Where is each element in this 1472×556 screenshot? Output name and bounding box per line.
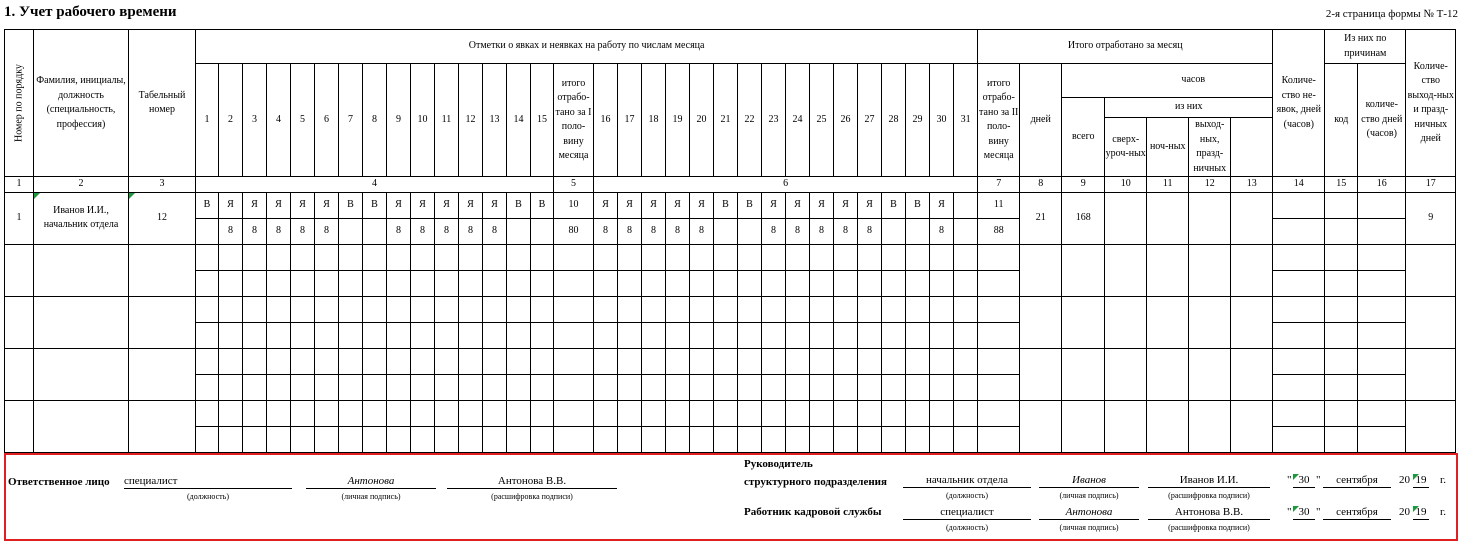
mark-cell: В (196, 192, 219, 218)
responsible-label: Ответственное лицо (8, 476, 110, 488)
hr-name[interactable]: Антонова В.В. (1148, 506, 1270, 520)
hours-cell (738, 218, 762, 244)
day-7: 7 (339, 64, 363, 177)
hours-cell: 8 (315, 218, 339, 244)
half2-days: 11 (978, 192, 1020, 218)
mark-cell: Я (459, 192, 483, 218)
hours-cell: 8 (435, 218, 459, 244)
table-row (5, 244, 1456, 270)
hours-cell (339, 218, 363, 244)
page-title: 1. Учет рабочего времени (4, 4, 177, 20)
header-holidays: выход-ных, празд-ничных (1189, 118, 1231, 177)
mark-cell: В (738, 192, 762, 218)
signature-block: Ответственное лицо специалист (должность) Антонова (личная подпись) Антонова В.В. (расшифровка подписи) Руководитель структурного подразделения начальник отдела (должность) Иванов (личная подпись) Иванов И.И. (расшифровка подписи) " 30 " сентября 20 19 г. Работник кадровой службы специалист (должность) Антонова (личная подпись) Антонова В.В. (расшифровка подписи) " 30 " сентября 20 19 г. (4, 453, 1458, 541)
day-25: 25 (810, 64, 834, 177)
responsible-signature[interactable]: Антонова (306, 475, 436, 489)
hours-cell: 8 (690, 218, 714, 244)
hours-cell (531, 218, 554, 244)
day-19: 19 (666, 64, 690, 177)
responsible-position[interactable]: специалист (124, 475, 292, 489)
day-3: 3 (243, 64, 267, 177)
header-tab-number: Табельный номер (129, 30, 196, 177)
weekends-count: 9 (1406, 192, 1456, 244)
hours-cell: 8 (762, 218, 786, 244)
head-position[interactable]: начальник отдела (903, 474, 1031, 488)
hr-position[interactable]: специалист (903, 506, 1031, 520)
hr-date-year[interactable]: 19 (1413, 506, 1429, 520)
head-label-2: структурного подразделения (744, 476, 887, 488)
day-8: 8 (363, 64, 387, 177)
mark-cell: Я (483, 192, 507, 218)
hours-cell: 8 (411, 218, 435, 244)
hr-date-month[interactable]: сентября (1323, 506, 1391, 520)
day-2: 2 (219, 64, 243, 177)
mark-cell: Я (810, 192, 834, 218)
day-26: 26 (834, 64, 858, 177)
hours-cell: 8 (858, 218, 882, 244)
form-page-note: 2-я страница формы № Т-12 (1325, 8, 1458, 20)
mark-cell: В (339, 192, 363, 218)
head-date-year[interactable]: 19 (1413, 474, 1429, 488)
table-row (5, 192, 1456, 218)
day-30: 30 (930, 64, 954, 177)
header-days: дней (1020, 64, 1062, 177)
day-9: 9 (387, 64, 411, 177)
day-11: 11 (435, 64, 459, 177)
day-14: 14 (507, 64, 531, 177)
half2-hours: 88 (978, 218, 1020, 244)
day-13: 13 (483, 64, 507, 177)
hours-cell: 8 (786, 218, 810, 244)
hours-cell: 8 (930, 218, 954, 244)
hr-label: Работник кадровой службы (744, 506, 882, 518)
mark-cell: Я (315, 192, 339, 218)
hours-cell: 8 (618, 218, 642, 244)
day-21: 21 (714, 64, 738, 177)
header-name: Фамилия, инициалы, должность (специальность, профессия) (34, 30, 129, 177)
header-overtime: сверх-уроч-ных (1105, 118, 1147, 177)
mark-cell: Я (690, 192, 714, 218)
mark-cell: Я (666, 192, 690, 218)
header-half2: итого отрабо-тано за II поло-вину месяца (978, 64, 1020, 177)
day-5: 5 (291, 64, 315, 177)
mark-cell: В (714, 192, 738, 218)
header-total: всего (1062, 98, 1105, 177)
hr-date-day[interactable]: 30 (1293, 506, 1315, 520)
mark-cell (954, 192, 978, 218)
header-weekends: Количе-ство выход-ных и празд-ничных дней (1406, 30, 1456, 177)
hours-cell (507, 218, 531, 244)
hours-cell: 8 (387, 218, 411, 244)
mark-cell: Я (267, 192, 291, 218)
day-12: 12 (459, 64, 483, 177)
header-absences: Количе-ство не-явок, дней (часов) (1273, 30, 1325, 177)
hours-cell (882, 218, 906, 244)
mark-cell: Я (642, 192, 666, 218)
hours-cell: 8 (219, 218, 243, 244)
day-18: 18 (642, 64, 666, 177)
mark-cell: Я (435, 192, 459, 218)
mark-cell: В (531, 192, 554, 218)
mark-cell: Я (219, 192, 243, 218)
mark-cell: Я (858, 192, 882, 218)
mark-cell: Я (618, 192, 642, 218)
mark-cell: В (906, 192, 930, 218)
half1-hours: 80 (554, 218, 594, 244)
hours-cell (714, 218, 738, 244)
header-night: ноч-ных (1147, 118, 1189, 177)
hours-cell: 8 (642, 218, 666, 244)
hours-cell: 8 (594, 218, 618, 244)
day-24: 24 (786, 64, 810, 177)
header-worked-month: Итого отработано за месяц (978, 30, 1273, 64)
mark-cell: В (882, 192, 906, 218)
mark-cell: Я (762, 192, 786, 218)
worked-hours-total: 168 (1062, 192, 1105, 244)
mark-cell: В (507, 192, 531, 218)
mark-cell: Я (786, 192, 810, 218)
mark-cell: Я (243, 192, 267, 218)
header-code: код (1325, 64, 1358, 177)
mark-cell: Я (411, 192, 435, 218)
head-signature[interactable]: Иванов (1039, 474, 1139, 488)
employee-name: Иванов И.И., начальник отдела (34, 192, 129, 244)
mark-cell: В (363, 192, 387, 218)
header-marks: Отметки о явках и неявках на работу по числам месяца (196, 30, 978, 64)
day-4: 4 (267, 64, 291, 177)
header-of-them: из них (1105, 98, 1273, 118)
hours-cell: 8 (291, 218, 315, 244)
worked-days: 21 (1020, 192, 1062, 244)
mark-cell: Я (930, 192, 954, 218)
day-16: 16 (594, 64, 618, 177)
table-row (5, 348, 1456, 374)
timesheet-table (4, 29, 1456, 453)
day-29: 29 (906, 64, 930, 177)
hr-signature[interactable]: Антонова (1039, 506, 1139, 520)
employee-tab-number: 12 (129, 192, 196, 244)
hours-cell: 8 (483, 218, 507, 244)
hours-cell: 8 (834, 218, 858, 244)
header-count: количе-ство дней (часов) (1358, 64, 1406, 177)
header-by-reasons: Из них по причинам (1325, 30, 1406, 64)
mark-cell: Я (291, 192, 315, 218)
day-31: 31 (954, 64, 978, 177)
head-date-day[interactable]: 30 (1293, 474, 1315, 488)
hours-cell: 8 (243, 218, 267, 244)
day-15: 15 (531, 64, 554, 177)
table-row (5, 400, 1456, 426)
hours-cell: 8 (267, 218, 291, 244)
cell-marker-icon (1293, 474, 1299, 480)
mark-cell: Я (594, 192, 618, 218)
day-10: 10 (411, 64, 435, 177)
day-23: 23 (762, 64, 786, 177)
hours-cell (363, 218, 387, 244)
hours-cell (906, 218, 930, 244)
mark-cell: Я (387, 192, 411, 218)
day-20: 20 (690, 64, 714, 177)
cell-marker-icon (1413, 506, 1419, 512)
hours-cell: 8 (666, 218, 690, 244)
day-6: 6 (315, 64, 339, 177)
hours-cell (954, 218, 978, 244)
responsible-name[interactable]: Антонова В.В. (447, 475, 617, 489)
cell-marker-icon (1413, 474, 1419, 480)
mark-cell: Я (834, 192, 858, 218)
head-date-month[interactable]: сентября (1323, 474, 1391, 488)
day-28: 28 (882, 64, 906, 177)
head-label-1: Руководитель (744, 458, 813, 470)
day-22: 22 (738, 64, 762, 177)
day-17: 17 (618, 64, 642, 177)
cell-marker-icon (1293, 506, 1299, 512)
head-name[interactable]: Иванов И.И. (1148, 474, 1270, 488)
header-row-number: Номер по порядку (5, 30, 34, 177)
header-hours: часов (1062, 64, 1325, 98)
half1-days: 10 (554, 192, 594, 218)
column-numbers-row: 1 2 3 4 5 6 7 8 9 10 11 12 13 14 15 16 17 (5, 177, 1456, 193)
day-27: 27 (858, 64, 882, 177)
hours-cell (196, 218, 219, 244)
hours-cell: 8 (459, 218, 483, 244)
day-1: 1 (196, 64, 219, 177)
table-row (5, 296, 1456, 322)
employee-number: 1 (5, 192, 34, 244)
header-half1: итого отрабо-тано за I поло-вину месяца (554, 64, 594, 177)
hours-cell: 8 (810, 218, 834, 244)
